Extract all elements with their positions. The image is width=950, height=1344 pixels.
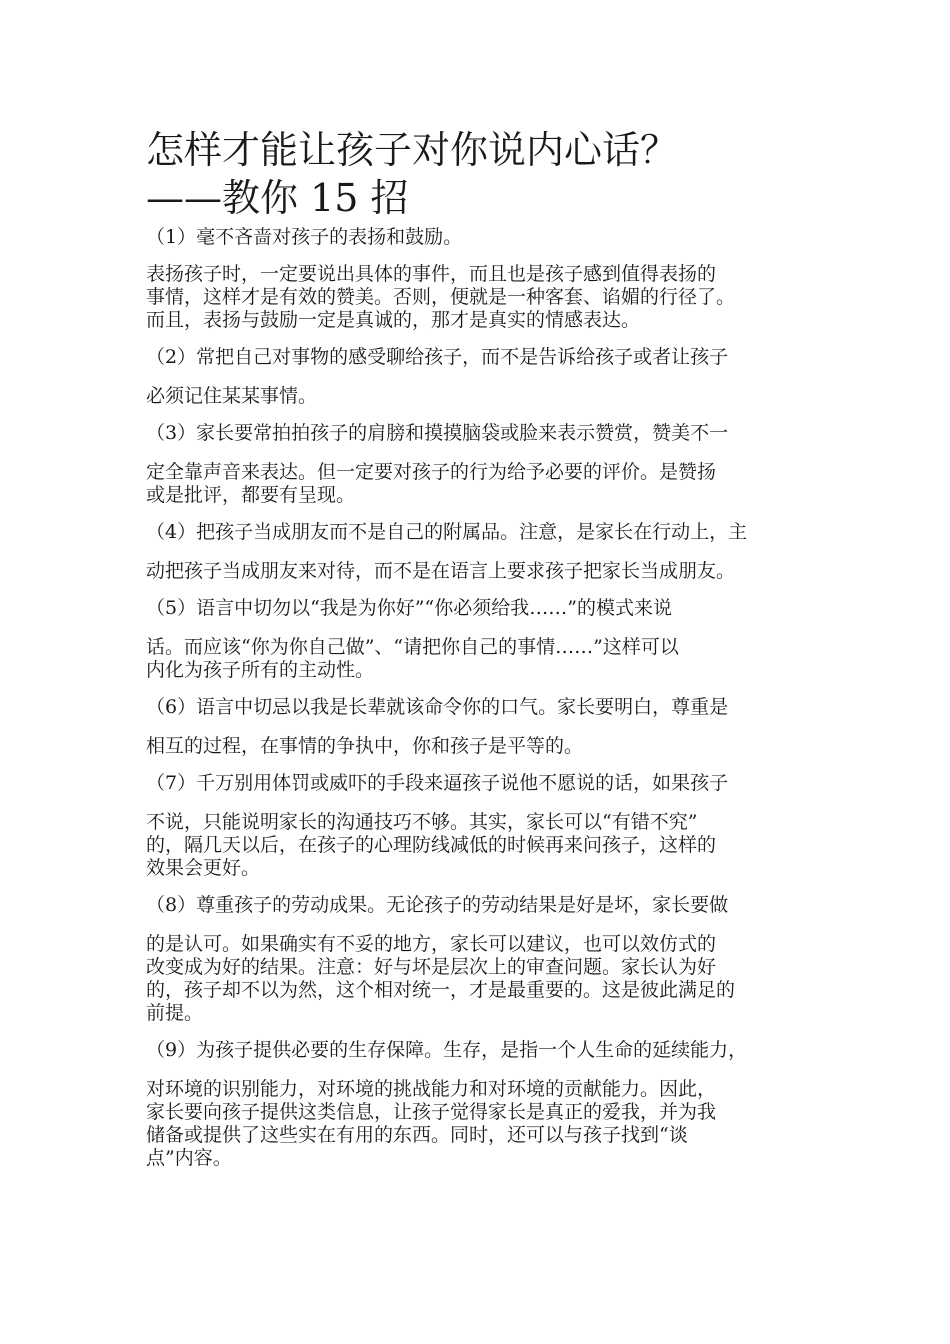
text-line: （2）常把自己对事物的感受聊给孩子，而不是告诉给孩子或者让孩子 — [146, 346, 729, 368]
text-line: （6）语言中切忌以我是长辈就该命令你的口气。家长要明白，尊重是 — [146, 696, 729, 718]
text-line: 的，孩子却不以为然，这个相对统一，才是最重要的。这是彼此满足的 — [146, 979, 736, 1001]
title-line-2: ——教你 15 招 — [146, 176, 409, 220]
text-line: 表扬孩子时，一定要说出具体的事件，而且也是孩子感到值得表扬的 — [146, 263, 717, 285]
text-line: 话。而应该“你为你自己做”、“请把你自己的事情……”这样可以 — [146, 636, 679, 658]
text-line: （7）千万别用体罚或威吓的手段来逼孩子说他不愿说的话，如果孩子 — [146, 772, 729, 794]
text-line: 储备或提供了这些实在有用的东西。同时，还可以与孩子找到“谈 — [146, 1124, 688, 1146]
text-line: 动把孩子当成朋友来对待，而不是在语言上要求孩子把家长当成朋友。 — [146, 560, 736, 582]
document-page — [146, 126, 811, 1170]
text-line: 对环境的识别能力，对环境的挑战能力和对环境的贡献能力。因此， — [146, 1078, 717, 1100]
text-line: 或是批评，都要有呈现。 — [146, 484, 356, 506]
text-line: 内化为孩子所有的主动性。 — [146, 659, 375, 681]
title-line-1: 怎样才能让孩子对你说内心话？ — [146, 128, 679, 172]
text-line: 家长要向孩子提供这类信息，让孩子觉得家长是真正的爱我，并为我 — [146, 1101, 717, 1123]
document-body — [146, 226, 811, 1170]
text-line: 必须记住某某事情。 — [146, 385, 318, 407]
text-line: 的是认可。如果确实有不妥的地方，家长可以建议，也可以效仿式的 — [146, 933, 717, 955]
text-line: 前提。 — [146, 1002, 204, 1024]
text-line: （1）毫不吝啬对孩子的表扬和鼓励。 — [146, 226, 463, 248]
text-line: 不说，只能说明家长的沟通技巧不够。其实，家长可以“有错不究” — [146, 811, 698, 833]
text-line: （4）把孩子当成朋友而不是自己的附属品。注意，是家长在行动上，主 — [146, 521, 748, 543]
text-line: （8）尊重孩子的劳动成果。无论孩子的劳动结果是好是坏，家长要做 — [146, 894, 729, 916]
text-line: 点”内容。 — [146, 1147, 232, 1169]
text-line: （5）语言中切勿以“我是为你好”“你必须给我……”的模式来说 — [146, 597, 672, 619]
text-line: 效果会更好。 — [146, 857, 261, 879]
text-line: 改变成为好的结果。注意：好与坏是层次上的审查问题。家长认为好 — [146, 956, 717, 978]
text-line: 相互的过程，在事情的争执中，你和孩子是平等的。 — [146, 735, 584, 757]
text-line: （3）家长要常拍拍孩子的肩膀和摸摸脑袋或脸来表示赞赏，赞美不一 — [146, 422, 729, 444]
text-line: 事情，这样才是有效的赞美。否则，便就是一种客套、谄媚的行径了。 — [146, 286, 736, 308]
text-line: 的，隔几天以后，在孩子的心理防线减低的时候再来问孩子，这样的 — [146, 834, 717, 856]
text-line: 定全靠声音来表达。但一定要对孩子的行为给予必要的评价。是赞扬 — [146, 461, 717, 483]
text-line: 而且，表扬与鼓励一定是真诚的，那才是真实的情感表达。 — [146, 309, 641, 331]
text-line: （9）为孩子提供必要的生存保障。生存，是指一个人生命的延续能力， — [146, 1039, 748, 1061]
document-title — [146, 126, 811, 222]
